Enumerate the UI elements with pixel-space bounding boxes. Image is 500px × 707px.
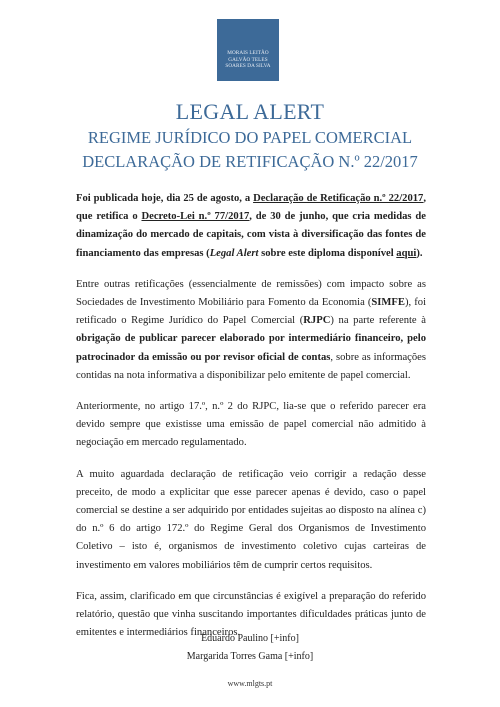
lead-text-5: ). [416, 247, 423, 259]
logo-line-3: SOARES DA SILVA [225, 62, 271, 69]
declaration-link[interactable]: Declaração de Retificação n.º 22/2017 [253, 193, 424, 204]
regime-subtitle: REGIME JURÍDICO DO PAPEL COMERCIAL [87, 128, 413, 147]
legal-alert-italic: Legal Alert [209, 247, 259, 259]
authors-block [0, 630, 500, 666]
decree-law-link[interactable]: Decreto-Lei n.º 77/2017 [141, 211, 250, 223]
paragraph-conclusion: Fica, assim, clarificado em que circunstâncias é exigível a preparação do referido relatório, questão que vinha suscitando importantes dificuldades práticas junto de emitentes e intermediários financeiros. [76, 590, 426, 639]
p2-text-3: ) na parte referente à [330, 315, 426, 327]
paragraph-previously: Anteriormente, no artigo 17.º, n.º 2 do RJPC, lia-se que o referido parecer era devido sempre que existisse uma emissão de papel comercial não admitido à negociação em mercado regulamentado. [76, 401, 426, 449]
simfe-bold: SIMFE [371, 297, 405, 309]
p2-text-2: ), foi retificado o Regime Jurídico do Papel Comercial ( [76, 297, 427, 327]
lead-text-3: , de 30 de junho, que cria medidas de dinamização do mercado de capitais, com vista à diversificação das fontes de financiamento das empresas ( [76, 211, 426, 259]
author-eduardo-paulino[interactable]: Eduardo Paulino [+info] [201, 633, 299, 644]
footer-website[interactable]: www.mlgts.pt [227, 679, 273, 688]
article-body [76, 190, 426, 655]
lead-paragraph [76, 190, 426, 263]
lead-text-1: Foi publicada hoje, dia 25 de agosto, a [76, 193, 254, 204]
title-block [0, 99, 500, 173]
lead-text-2: , que retifica o [76, 193, 426, 223]
p2-text-1: Entre outras retificações (essencialmente de remissões) com impacto sobre as Sociedades de Investimento Mobiliário para Fomento da Economia ( [76, 278, 426, 309]
obligation-bold: obrigação de publicar parecer elaborado por intermediário financeiro, pelo patrocinador da emissão ou por revisor oficial de contas [76, 333, 426, 363]
paragraph-simfe [76, 276, 426, 385]
here-link[interactable]: aqui [396, 247, 417, 259]
paragraph-correction: A muito aguardada declaração de retificação veio corrigir a redação desse preceito, de modo a explicitar que esse parecer apenas é devido, caso o papel comercial se destine a ser adquirido por entidades sujeitas ao disposto na alínea c) do n.º 6 do artigo 172.º do Regime Geral dos Organismos de Investimento Coletivo – isto é, organismos de investimento coletivo cujas carteiras de investimento em valores mobiliários têm de cumprir certos requisitos. [76, 468, 426, 571]
firm-logo [217, 19, 279, 81]
p2-text-4: , sobre as informações contidas na nota informativa a disponibilizar pelo emitente de papel comercial. [76, 351, 426, 381]
lead-text-4: sobre este diploma disponível [258, 247, 397, 259]
declaration-subtitle: DECLARAÇÃO DE RETIFICAÇÃO N.º 22/2017 [82, 152, 418, 171]
legal-alert-title: LEGAL ALERT [175, 99, 325, 124]
author-margarida-torres-gama[interactable]: Margarida Torres Gama [+info] [186, 651, 314, 662]
rjpc-bold: RJPC [303, 315, 331, 327]
logo-line-2: GALVÃO TELES [228, 56, 268, 63]
logo-line-1: MORAIS LEITÃO [227, 50, 269, 57]
